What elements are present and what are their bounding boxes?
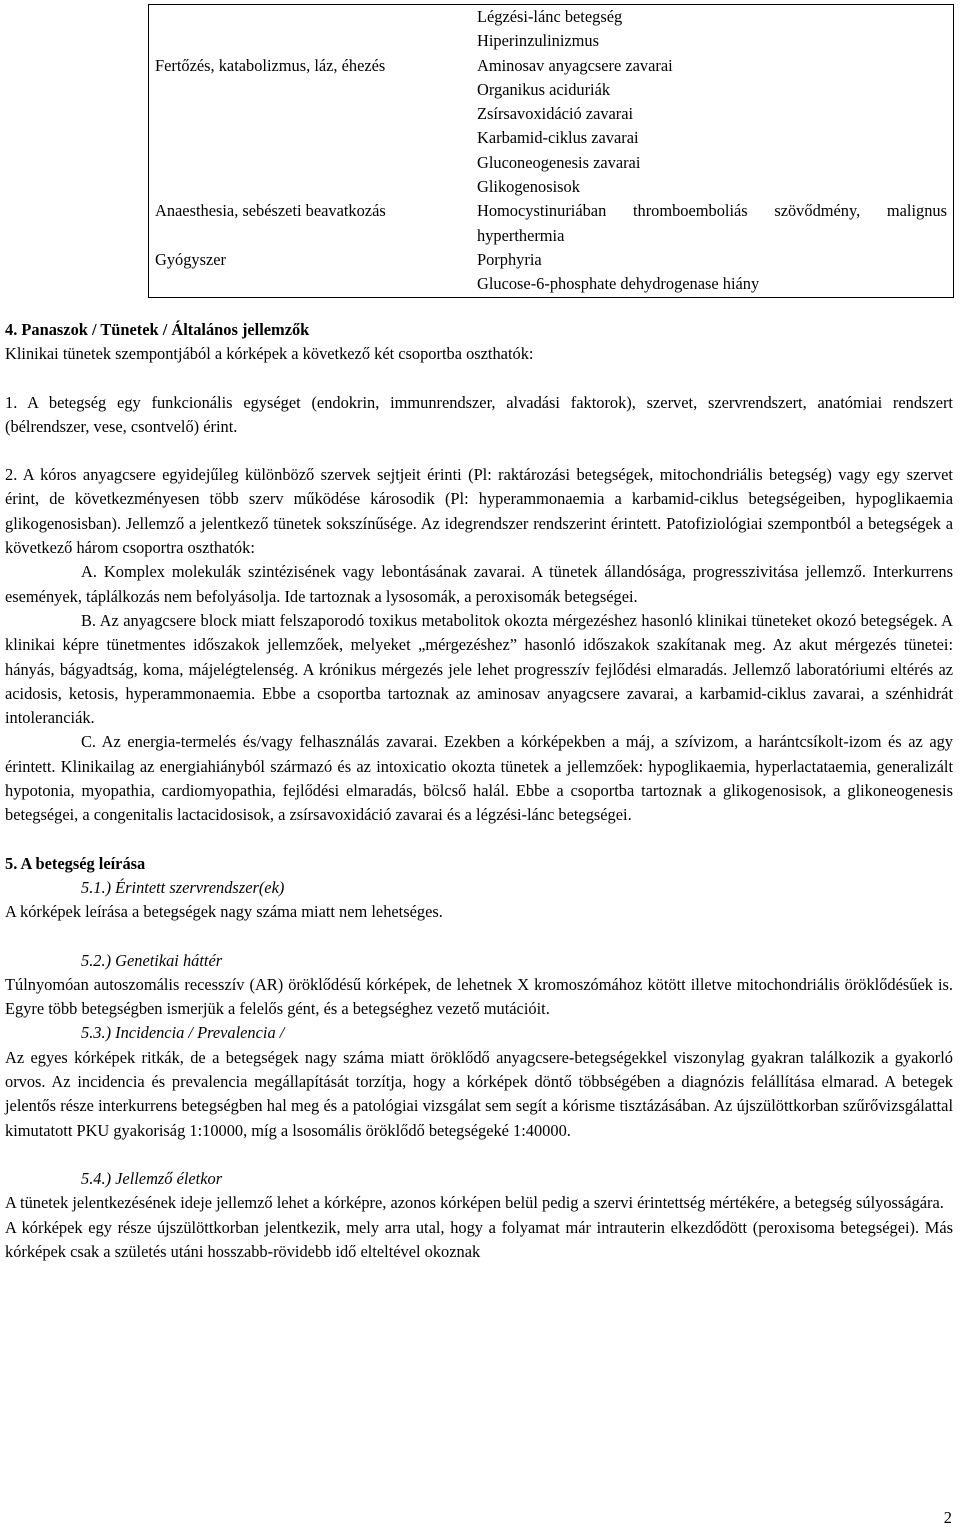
list-item: Gluconeogenesis zavarai bbox=[477, 152, 641, 172]
table-row bbox=[149, 54, 954, 200]
list-item: Homocystinuriában thromboemboliás szövődmény, malignus hyperthermia bbox=[477, 201, 947, 245]
table-row bbox=[149, 248, 954, 297]
list-item: Glucose-6-phosphate dehydrogenase hiány bbox=[477, 274, 760, 294]
table-cell-trigger: Gyógyszer bbox=[155, 249, 227, 269]
list-item: Karbamid-ciklus zavarai bbox=[477, 128, 639, 148]
list-item: Hiperinzulinizmus bbox=[477, 31, 599, 51]
list-item: Légzési-lánc betegség bbox=[477, 7, 623, 26]
list-item: Zsírsavoxidáció zavarai bbox=[477, 104, 634, 124]
table-cell-trigger bbox=[149, 5, 472, 54]
table-cell-trigger: Fertőzés, katabolizmus, láz, éhezés bbox=[155, 55, 386, 75]
document-body bbox=[5, 318, 953, 1264]
subsection-5-2-title: 5.2.) Genetikai háttér bbox=[81, 950, 223, 970]
subsection-5-1-text: A kórképek leírása a betegségek nagy száma miatt nem lehetséges. bbox=[5, 902, 443, 922]
table-cell-disorders bbox=[471, 199, 954, 248]
table-cell-disorders bbox=[471, 54, 954, 200]
subsection-5-2-text: Túlnyomóan autoszomális recesszív (AR) öröklődésű kórképek, de lehetnek X kromoszómához kötött illetve mitochondriális öröklődésűek is. Egyre több betegségben ismerjük a felelős gént, és a betegséghez vezető mutációit. bbox=[5, 974, 953, 1019]
list-item: Glikogenosisok bbox=[477, 177, 580, 197]
list-item: Porphyria bbox=[477, 249, 542, 269]
subsection-5-4-text-1: A tünetek jelentkezésének ideje jellemző lehet a kórképre, azonos kórképen belül pedig a szervi érintettség mértékére, a betegség súlyosságára. bbox=[5, 1193, 944, 1213]
group-b: B. Az anyagcsere block miatt felszaporodó toxikus metabolitok okozta mérgezéshez hasonló klinikai tüneteket okozó betegségek. A klinikai képre tünetmentes időszakok jellemzőek, melyeket „mérgezéshez” hasonló időszakok szakítanak meg. Az akut mérgezés tünetei: hányás, bágyadtság, koma, májelégtelenség. A krónikus mérgezés jele lehet progresszív fejlődési elmaradás. Jellemző laboratóriumi eltérés az acidosis, ketosis, hyperammonaemia. Ebbe a csoportba tartoznak az aminosav anyagcsere zavarai, a karbamid-ciklus zavarai, a szénhidrát intoleranciák. bbox=[5, 610, 953, 728]
section-5-heading: 5. A betegség leírása bbox=[5, 853, 146, 873]
list-item: Aminosav anyagcsere zavarai bbox=[477, 55, 673, 75]
paragraph-2: 2. A kóros anyagcsere egyidejűleg különböző szervek sejtjeit érinti (Pl: raktározási betegségek, mitochondriális betegség) vagy egy szervet érint, de következményesen több szerv működése károsodik (Pl: hyperammonaemia a karbamid-ciklus betegségeiben, hypoglikaemia glikogenosisban). Jellemző a jelentkező tünetek sokszínűsége. Az idegrendszer rendszerint érintett. Patofiziológiai szempontból a betegségek a következő három csoportra oszthatók: bbox=[5, 465, 953, 558]
table-row bbox=[149, 5, 954, 54]
table-cell-disorders bbox=[471, 5, 954, 54]
subsection-5-4-text-2: A kórképek egy része újszülöttkorban jelentkezik, mely arra utal, hogy a folyamat már intrauterin elkezdődött (peroxisoma betegségei). Más kórképek csak a születés utáni hosszabb-rövidebb idő elteltével okoznak bbox=[5, 1217, 953, 1261]
list-item: Organikus aciduriák bbox=[477, 79, 611, 99]
page-number: 2 bbox=[943, 1508, 952, 1527]
subsection-5-1-title: 5.1.) Érintett szervrendszer(ek) bbox=[81, 877, 285, 897]
subsection-5-3-title: 5.3.) Incidencia / Prevalencia / bbox=[81, 1023, 285, 1043]
subsection-5-3-text: Az egyes kórképek ritkák, de a betegségek nagy száma miatt öröklődő anyagcsere-betegségekkel viszonylag gyakran találkozik a gyakorló orvos. Az incidencia és prevalencia megállapítását torzítja, hogy a kórképek döntő többségében a diagnózis felállítása elmarad. A betegek jelentős része interkurrens betegségben hal meg és a patológiai vizsgálat sem segít a kórisme tisztázásában. Az újszülöttkorban szűrővizsgálattal kimutatott PKU gyakoriság 1:10000, míg a lsosomális öröklődő betegségeké 1:40000. bbox=[5, 1047, 953, 1140]
group-a: A. Komplex molekulák szintézisének vagy lebontásának zavarai. A tünetek állandósága, progresszivitása jellemző. Interkurrens események, táplálkozás nem befolyásolja. Ide tartoznak a lysosomák, a peroxisomák betegségei. bbox=[5, 562, 953, 606]
table-cell-disorders bbox=[471, 248, 954, 297]
cause-table bbox=[148, 4, 954, 298]
table-row bbox=[149, 199, 954, 248]
section-4-heading: 4. Panaszok / Tünetek / Általános jellemzők bbox=[5, 320, 310, 339]
group-c: C. Az energia-termelés és/vagy felhasználás zavarai. Ezekben a kórképekben a máj, a szívizom, a harántcsíkolt-izom és az agy érintett. Klinikailag az energiahiányból származó és az intoxicatio okozta tünetek a jellemzőek: hypoglikaemia, hyperlactataemia, generalizált hypotonia, myopathia, cardiomyopathia, fejlődési elmaradás, bölcső halál. Ebbe a csoportba tartoznak a glikogenosisok, a glikoneogenesis betegségei, a congenitalis lactacidosisok, a zsírsavoxidáció zavarai és a légzési-lánc betegségei. bbox=[5, 732, 953, 825]
section-4-intro: Klinikai tünetek szempontjából a kórképek a következő két csoportba oszthatók: bbox=[5, 344, 534, 364]
table-cell-trigger: Anaesthesia, sebészeti beavatkozás bbox=[155, 201, 386, 221]
paragraph-1: 1. A betegség egy funkcionális egységet (endokrin, immunrendszer, alvadási faktorok), szervet, szervrendszert, anatómiai rendszert (bélrendszer, vese, csontvelő) érint. bbox=[5, 392, 953, 436]
subsection-5-4-title: 5.4.) Jellemző életkor bbox=[81, 1168, 223, 1188]
